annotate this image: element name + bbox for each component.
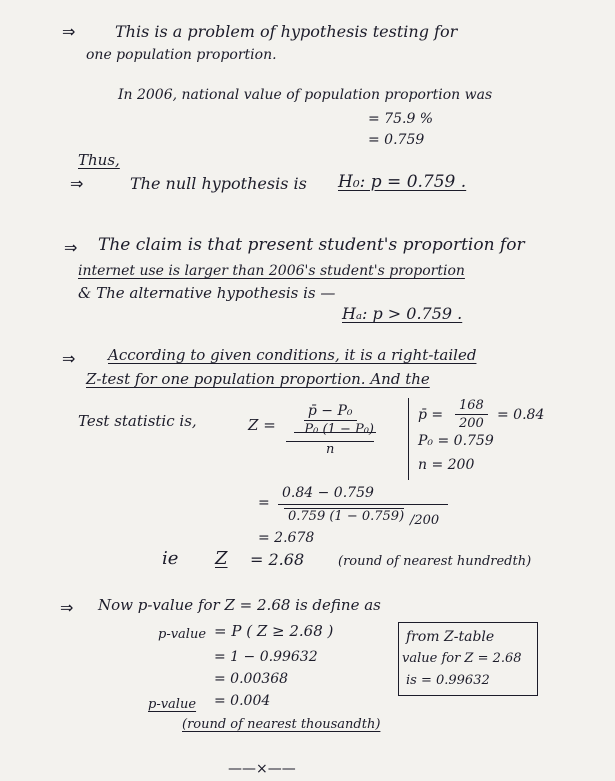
implies-arrow-icon: ⇒ [70,174,84,193]
intro-line-1: This is a problem of hypothesis testing for [115,22,458,41]
z-equals: Z = [248,416,276,434]
p-hat-label: p̄ = [418,407,444,423]
substitution-denominator-n: /200 [410,513,440,528]
p-value-intro: Now p-value for Z = 2.68 is define as [98,596,381,614]
p-value-equation: = P ( Z ≥ 2.68 ) [214,622,334,640]
z-table-line-1: from Z-table [406,629,495,645]
substitution-fraction-bar [278,504,448,505]
z-formula-fraction [286,403,374,457]
z-formula-denominator [286,421,374,437]
intro-line-2: one population proportion. [86,47,277,63]
test-statistic-label: Test statistic is, [78,412,197,430]
n-value: n = 200 [418,457,475,473]
alternative-hypothesis-text: & The alternative hypothesis is — [78,284,336,302]
conditions-line-2: Z-test for one population proportion. And the [86,370,430,388]
percent-value: = 75.9 % [368,111,434,127]
z-table-line-2: value for Z = 2.68 [402,651,522,666]
implies-arrow-icon: ⇒ [62,349,76,368]
z-computed-value: = 2.678 [258,530,315,546]
p-value-label: p-value [158,627,207,642]
p-value-step-1: = 1 − 0.99632 [214,649,318,665]
implies-arrow-icon: ⇒ [62,22,76,41]
p-value-final-label: p-value [148,697,197,712]
substitution-numerator: 0.84 − 0.759 [282,485,374,501]
p-value-final: = 0.004 [214,693,271,709]
p-hat-denominator: 200 [459,416,484,431]
end-mark: ——×—— [228,761,296,777]
alternative-hypothesis-equation: Hₐ: p > 0.759 . [342,304,463,323]
conditions-line-1: According to given conditions, it is a right-tailed [108,346,477,364]
thus-label: Thus, [78,151,120,169]
decimal-value: = 0.759 [368,132,425,148]
z-formula-den-bottom: n [286,441,374,457]
z-final-value: = 2.68 [250,550,305,569]
sqrt-bar [284,508,404,509]
claim-line-1: The claim is that present student's proportion for [98,235,525,255]
claim-line-2: internet use is larger than 2006's student's proportion [78,263,465,279]
p-value-rounding-note: (round of nearest thousandth) [182,717,381,732]
p-hat-value: = 0.84 [497,407,545,423]
ie-label: ie [162,548,179,569]
substitution-denominator: 0.759 (1 − 0.759) [288,509,405,524]
p0-value: P₀ = 0.759 [418,433,494,449]
z-table-line-3: is = 0.99632 [406,673,490,688]
null-hypothesis-text: The null hypothesis is [130,174,307,193]
implies-arrow-icon: ⇒ [60,598,74,617]
sqrt-bar [294,432,376,433]
national-value-line: In 2006, national value of population proportion was [118,87,493,103]
substitution-equals: = [258,495,270,511]
z-formula-numerator: p̄ − P₀ [304,403,357,421]
p-hat-numerator: 168 [455,398,488,415]
null-hypothesis-equation: H₀: p = 0.759 . [338,172,467,192]
z-formula-den-top: P₀ (1 − P₀) [304,422,374,437]
implies-arrow-icon: ⇒ [64,238,78,257]
z-final-symbol: Z [215,548,228,569]
p-hat-fraction [455,398,488,431]
z-rounding-note: (round of nearest hundredth) [338,554,532,569]
given-values-divider [408,398,409,480]
p-value-step-2: = 0.00368 [214,671,289,687]
